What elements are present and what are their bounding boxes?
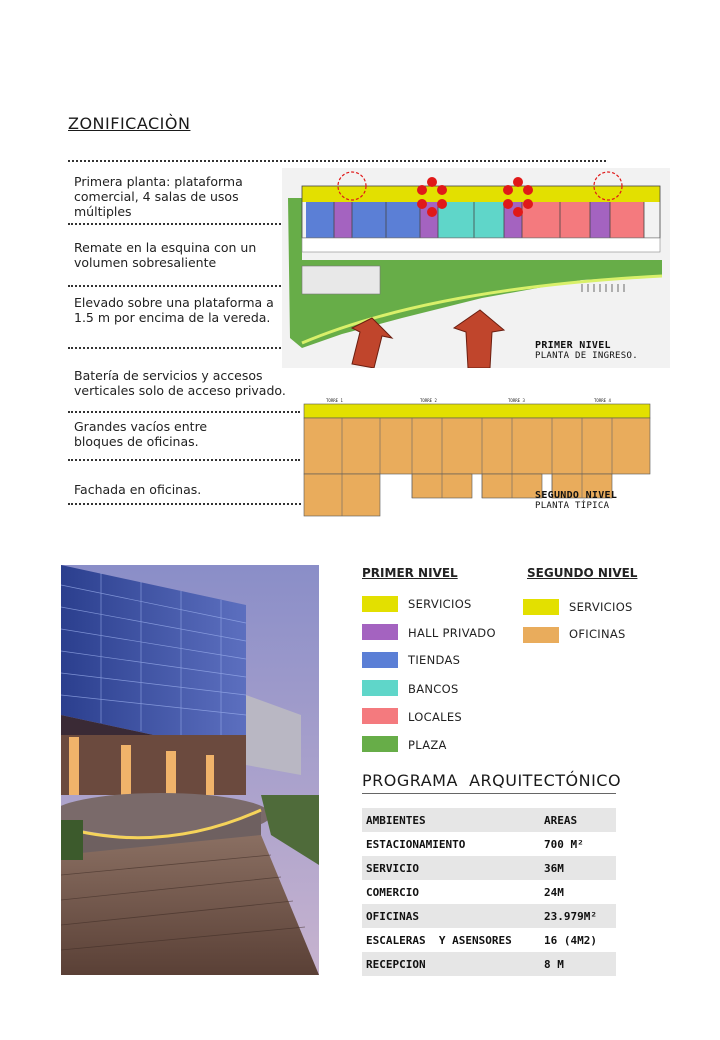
- note-vacios: Grandes vacíos entre bloques de oficinas.: [74, 419, 208, 449]
- legend-swatch-locales: [362, 708, 398, 724]
- programa-table: [362, 808, 616, 976]
- legend-swatch-bancos: [362, 680, 398, 696]
- table-cell: 16 (4M2): [540, 928, 616, 952]
- note-servicios: Batería de servicios y accesos verticales solo de acceso privado.: [74, 368, 286, 398]
- column-header: AMBIENTES: [362, 808, 540, 832]
- legend-label: BANCOS: [408, 682, 459, 696]
- legend-swatch-plaza: [362, 736, 398, 752]
- table-cell: 36M: [540, 856, 616, 880]
- note-fachada: Fachada en oficinas.: [74, 482, 202, 497]
- legend-label: TIENDAS: [408, 653, 461, 667]
- legend-label: PLAZA: [408, 738, 447, 752]
- programa-title: PROGRAMA ARQUITECTÓNICO: [362, 771, 622, 790]
- leader-line: [68, 459, 300, 461]
- table-cell: 8 M: [540, 952, 616, 976]
- tower-label: TORRE 3: [508, 398, 525, 403]
- legend-heading-primer: PRIMER NIVEL: [362, 566, 458, 580]
- tower-label: TORRE 1: [326, 398, 343, 403]
- table-row: [362, 856, 616, 880]
- plan-subtitle: PLANTA TÍPICA: [535, 501, 610, 511]
- legend-swatch-servicios-2: [523, 599, 559, 615]
- building-photo: [61, 565, 319, 975]
- table-cell: RECEPCION: [362, 952, 540, 976]
- legend-swatch-hall-privado: [362, 624, 398, 640]
- table-header-row: [362, 808, 616, 832]
- column-header: AREAS: [540, 808, 616, 832]
- note-elevado: Elevado sobre una plataforma a 1.5 m por encima de la vereda.: [74, 295, 274, 325]
- plan-label-segundo-nivel: [535, 490, 617, 511]
- leader-line: [68, 223, 300, 225]
- table-cell: ESTACIONAMIENTO: [362, 832, 540, 856]
- legend-label: HALL PRIVADO: [408, 626, 496, 640]
- legend-swatch-oficinas: [523, 627, 559, 643]
- note-primera-planta: Primera planta: plataforma comercial, 4 salas de usos múltiples: [74, 174, 243, 219]
- table-row: [362, 832, 616, 856]
- tower-label: TORRE 2: [420, 398, 437, 403]
- plan-title: PRIMER NIVEL: [535, 340, 611, 351]
- plan-subtitle: PLANTA DE INGRESO.: [535, 351, 638, 361]
- table-cell: 700 M²: [540, 832, 616, 856]
- note-remate: Remate en la esquina con un volumen sobresaliente: [74, 240, 257, 270]
- table-row: [362, 952, 616, 976]
- tower-label: TORRE 4: [594, 398, 611, 403]
- legend-label: OFICINAS: [569, 627, 626, 641]
- programa-divider: [362, 793, 616, 794]
- table-row: [362, 880, 616, 904]
- plan-label-primer-nivel: [535, 340, 638, 361]
- legend-swatch-servicios: [362, 596, 398, 612]
- table-cell: ESCALERAS Y ASENSORES: [362, 928, 540, 952]
- first-level-floor-plan: [282, 168, 670, 368]
- leader-line: [68, 411, 300, 413]
- legend-label: SERVICIOS: [408, 597, 472, 611]
- legend-swatch-tiendas: [362, 652, 398, 668]
- table-row: [362, 904, 616, 928]
- legend-label: LOCALES: [408, 710, 463, 724]
- table-cell: SERVICIO: [362, 856, 540, 880]
- plan-title: SEGUNDO NIVEL: [535, 490, 618, 501]
- leader-line: [68, 285, 300, 287]
- table-cell: OFICINAS: [362, 904, 540, 928]
- leader-line: [68, 503, 328, 505]
- legend-label: SERVICIOS: [569, 600, 633, 614]
- table-row: [362, 928, 616, 952]
- page-title: ZONIFICACIÒN: [68, 114, 191, 133]
- table-cell: COMERCIO: [362, 880, 540, 904]
- table-cell: 24M: [540, 880, 616, 904]
- legend-heading-segundo: SEGUNDO NIVEL: [527, 566, 638, 580]
- leader-line: [68, 160, 606, 162]
- table-cell: 23.979M²: [540, 904, 616, 928]
